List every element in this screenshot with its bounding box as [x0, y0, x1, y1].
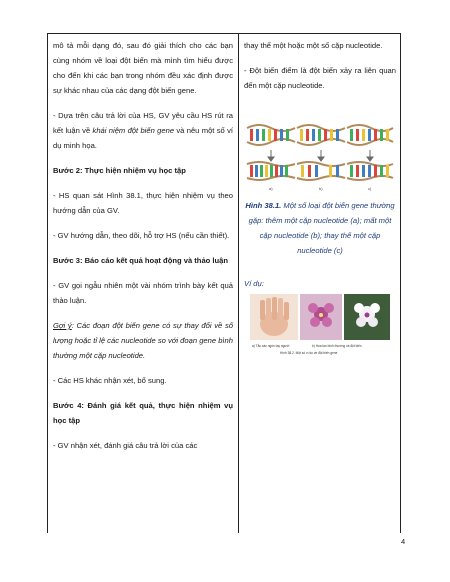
dna-strand-original-b [297, 125, 345, 145]
dna-strand-mutated-a [247, 162, 295, 180]
figure-caption-text [244, 198, 396, 258]
hint-paragraph [53, 318, 233, 363]
orchid-mutant-photo [344, 294, 390, 340]
photo-caption-b: b) Hoa lan bình thường và đột biến [312, 344, 362, 348]
figure-label-a: a) [269, 186, 273, 191]
left-paragraph-8: - GV nhận xét, đánh giá câu trả lời của các [53, 441, 198, 450]
dna-strand-original-c [347, 125, 393, 145]
figure-label-b: b) [319, 186, 323, 191]
left-paragraph-2-text: - Dựa trên câu trả lời của HS, GV yêu cầu HS rút ra kết luận về [53, 111, 233, 135]
right-paragraph-1: thay thế một hoặc một số cặp nucleotide. [244, 41, 383, 50]
mutation-photos [250, 294, 390, 358]
photo-caption-a: a) Tắc xác ngón tay người [252, 344, 290, 348]
hand-photo [250, 294, 298, 340]
left-paragraph-1: mô tả mỗi dạng đó, sau đó giải thích cho các bạn cùng nhóm về loại đột biến mà mình tìm hiểu được cho đến khi các bạn trong nhóm đều xác định được sự khác nhau của các dạng đột biến gene. [53, 41, 233, 95]
step-2-heading: Bước 2: Thực hiện nhiệm vụ học tập [53, 166, 186, 175]
left-paragraph-3: - HS quan sát Hình 38.1, thực hiện nhiệm vụ theo hướng dẫn của GV. [53, 191, 233, 215]
hint-label: Gợi ý [53, 321, 72, 330]
dna-strand-mutated-c [347, 162, 393, 180]
photo-caption-main: Hình 38.2. Một số ví dụ về đột biến gene [280, 351, 338, 355]
left-paragraph-4: - GV hướng dẫn, theo dõi, hỗ trợ HS (nếu cần thiết). [53, 231, 230, 240]
dna-strand-mutated-b [297, 162, 345, 180]
orchid-normal-photo [300, 294, 342, 340]
left-paragraph-7: - Các HS khác nhận xét, bổ sung. [53, 376, 167, 385]
step-3-heading: Bước 3: Báo cáo kết quả hoạt động và thảo luận [53, 256, 229, 265]
dna-strand-original-a [247, 125, 295, 145]
mutation-arrows [268, 150, 373, 161]
figure-caption [244, 198, 396, 258]
step-4-heading: Bước 4: Đánh giá kết quả, thực hiện nhiệm vụ học tập [53, 401, 233, 425]
figure-caption-number: Hình 38.1. [245, 201, 282, 210]
page-number: 4 [401, 537, 406, 546]
example-label: Ví dụ: [244, 279, 264, 288]
right-column [244, 38, 396, 103]
left-column [53, 38, 233, 463]
hint-text: : Các đoạn đột biến gene có sự thay đổi về số lượng hoặc tỉ lệ các nucleotide so với đoạn gene bình thường một cặp nucleotide. [53, 321, 233, 360]
figure-label-c: c) [368, 186, 372, 191]
figure-caption-body: Một số loại đột biến gene thường gặp: thêm một cặp nucleotide (a); mất một cặp nucleotide (b); thay thế một cặp nucleotide (c) [248, 201, 395, 255]
dna-mutation-figure [245, 120, 395, 192]
right-paragraph-2: - Đột biến điểm là đột biến xảy ra liên quan đến một cặp nucleotide. [244, 66, 396, 90]
left-paragraph-2 [53, 108, 233, 153]
left-paragraph-5: - GV gọi ngẫu nhiên một vài nhóm trình bày kết quả thảo luận. [53, 281, 233, 305]
left-paragraph-2-tail: và nêu một số ví dụ minh họa. [53, 126, 233, 150]
concept-term: khái niệm đột biến gene [92, 126, 175, 135]
